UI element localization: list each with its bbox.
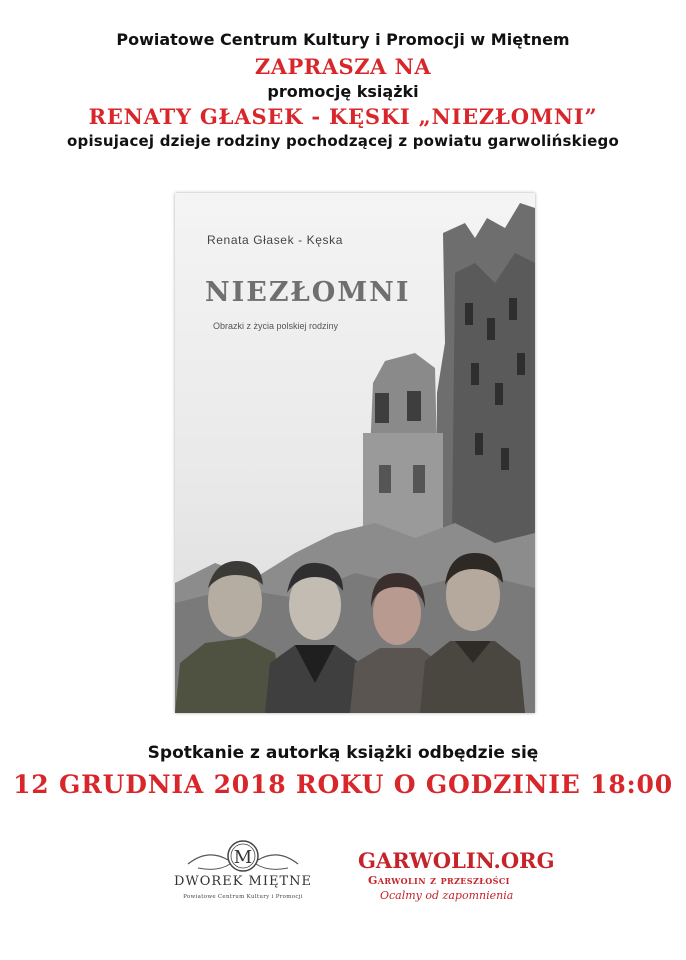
organizer-line: Powiatowe Centrum Kultury i Promocji w Miętnem <box>116 30 570 49</box>
dworek-subtitle: Powiatowe Centrum Kultury i Promocji <box>183 894 303 900</box>
invite-heading: ZAPRASZA NA <box>254 54 432 79</box>
garwolin-org-logo <box>358 848 555 908</box>
book-cover <box>175 193 535 713</box>
cover-title: NIEZŁOMNI <box>205 277 411 308</box>
garwolin-name: GARWOLIN.ORG <box>358 848 555 873</box>
event-type-line: promocję książki <box>267 82 419 101</box>
dworek-name: DWOREK MIĘTNE <box>173 874 313 889</box>
meeting-text: Spotkanie z autorką książki odbędzie się <box>147 743 539 763</box>
meeting-datetime: 12 GRUDNIA 2018 ROKU O GODZINIE 18:00 <box>13 770 673 799</box>
garwolin-tagline: Garwolin z przeszłości <box>368 874 510 887</box>
dworek-monogram: M <box>233 847 253 868</box>
dworek-miętne-logo <box>168 838 318 908</box>
cover-photo-illustration <box>175 193 535 713</box>
garwolin-motto: Ocalmy od zapomnienia <box>380 889 514 902</box>
cover-subtitle: Obrazki z życia polskiej rodziny <box>213 321 339 331</box>
dworek-ornament-icon <box>168 838 318 878</box>
book-title-heading: RENATY GŁASEK - KĘSKI „NIEZŁOMNI” <box>88 104 598 129</box>
cover-author: Renata Głasek - Kęska <box>207 233 343 247</box>
book-description-line: opisujacej dzieje rodziny pochodzącej z powiatu garwolińskiego <box>67 132 619 150</box>
